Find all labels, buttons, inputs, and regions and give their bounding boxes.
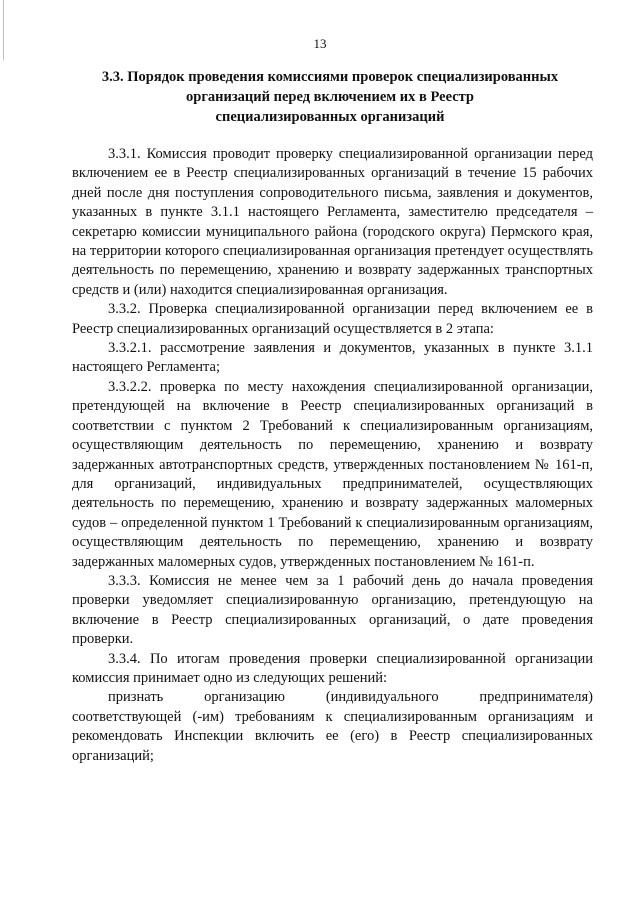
paragraph-3-3-4: 3.3.4. По итогам проведения проверки специализированной организации комиссия принимает одно из следующих решений: <box>72 650 593 686</box>
section-heading-line-3: специализированных организаций <box>215 109 445 125</box>
paragraph-decision-option: признать организацию (индивидуального предпринимателя) соответствующей (-им) требованиям к специализированным организациям и рекомендовать Инспекции включить ее (его) в Реестр специализированных организаций; <box>72 689 593 764</box>
section-heading-line-2: организаций перед включением их в Реестр <box>186 89 474 105</box>
paragraph-3-3-2-2: 3.3.2.2. проверка по месту нахождения специализированной организации, претендующей на включение в Реестр специализированных организаций в соответствии с пунктом 2 Требований к специализированным организациям, осуществляющим деятельность по перемещению, хранению и возврату задержанных автотранспортных средств, утвержденных постановлением № 161-п, для организаций, индивидуальных предпринимателей, осуществляющих деятельность по перемещению, хранению и возврату задержанных маломерных судов – определенной пунктом 1 Требований к специализированным организациям, осуществляющим деятельность по перемещению, хранению и возврату задержанных маломерных судов, утвержденных постановлением № 161-п. <box>72 378 593 570</box>
paragraph-3-3-3: 3.3.3. Комиссия не менее чем за 1 рабочий день до начала проведения проверки уведомляет специализированную организацию, претендующую на включение в Реестр специализированных организаций, о дате проведения проверки. <box>72 572 593 648</box>
paragraph-3-3-1: 3.3.1. Комиссия проводит проверку специализированной организации перед включением ее в Реестр специализированных организаций в течение 15 рабочих дней после дня поступления сопроводительного письма, заявления и документов, указанных в пункте 3.1.1 настоящего Регламента, заместителю председателя – секретарю комиссии муниципального района (городского округа) Пермского края, на территории которого специализированная организация претендует осуществлять деятельность по перемещению, хранению и возврату задержанных транспортных средств и (или) находится специализированная организация. <box>72 146 593 298</box>
page-number: 13 <box>313 36 327 51</box>
section-heading <box>70 67 590 127</box>
paragraph-3-3-2-1: 3.3.2.1. рассмотрение заявления и документов, указанных в пункте 3.1.1 настоящего Регламента; <box>72 340 593 376</box>
paragraph-3-3-2: 3.3.2. Проверка специализированной организации перед включением ее в Реестр специализированных организаций осуществляется в 2 этапа: <box>72 301 593 337</box>
document-body <box>72 145 593 766</box>
section-heading-line-1: 3.3. Порядок проведения комиссиями проверок специализированных <box>101 69 559 85</box>
